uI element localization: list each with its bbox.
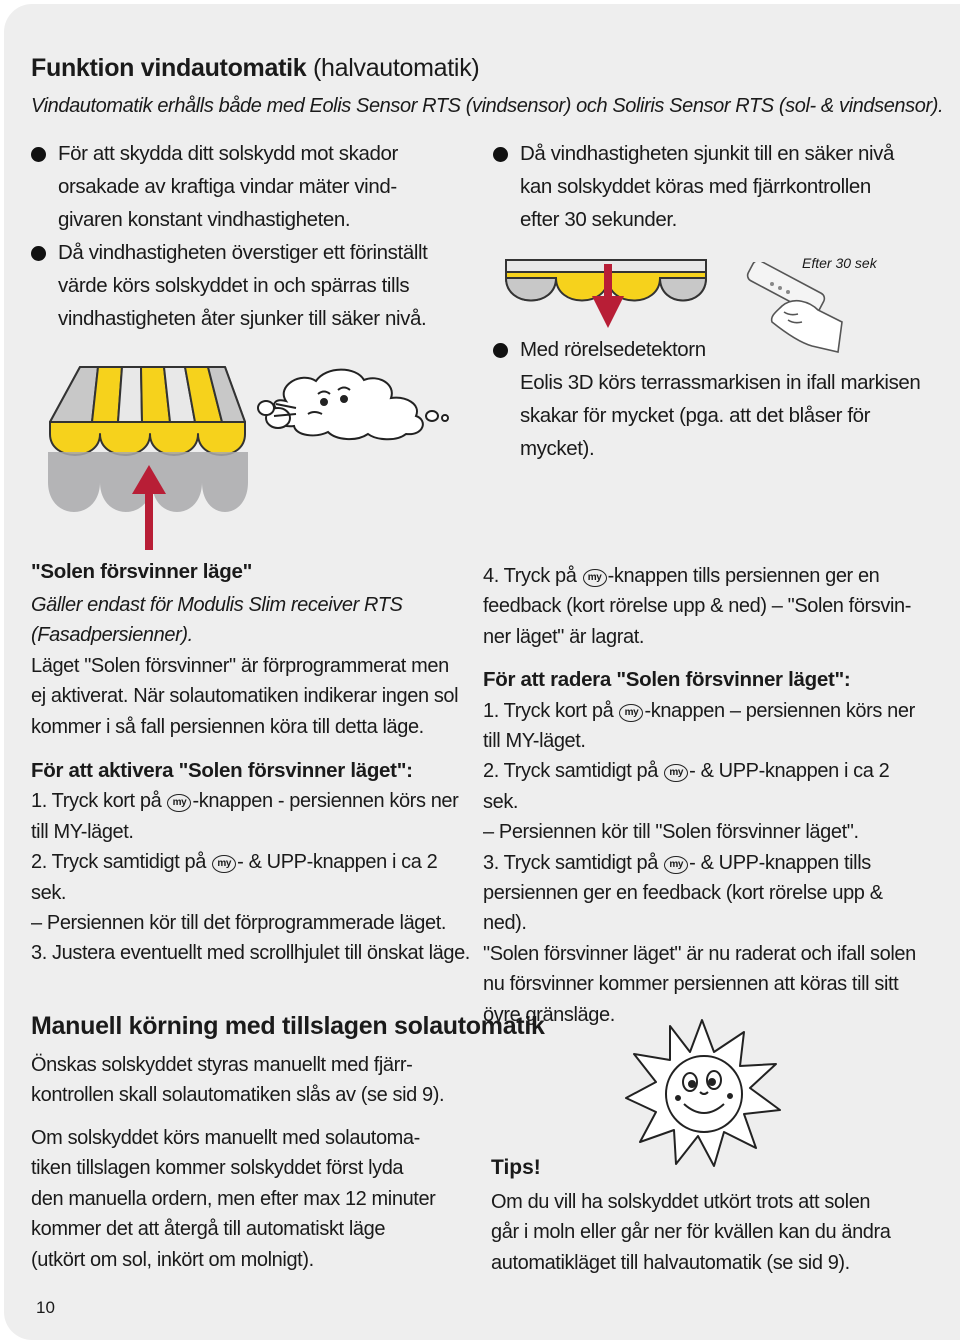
tips-line: går i moln eller går ner för kvällen kan du ändra xyxy=(491,1221,891,1244)
awning-lowering-illustration xyxy=(500,256,720,336)
text-line: övre gränsläge. xyxy=(483,1003,615,1026)
text-line: 2. Tryck samtidigt på my - & UPP-knappen i ca 2 sek. xyxy=(483,760,890,813)
manual-line: Om solskyddet körs manuellt med solautoma- xyxy=(31,1127,420,1149)
manual-line: kontrollen skall solautomatiken slås av (se sid 9). xyxy=(31,1084,445,1107)
activate-heading: För att aktivera "Solen försvinner läget": xyxy=(31,759,413,783)
text-line: 3. Justera eventuellt med scrollhjulet till önskat läge. xyxy=(31,942,470,965)
text-line: persiennen ger en feedback (kort rörelse upp & ned). xyxy=(483,882,883,935)
manual-line: kommer det att återgå till automatiskt läge xyxy=(31,1218,386,1241)
my-button-icon: my xyxy=(583,569,607,587)
intro-line: Läget "Solen försvinner" är förprogrammerat men xyxy=(31,654,449,677)
tips-heading: Tips! xyxy=(491,1156,541,1179)
manual-line: tiken tillslagen kommer solskyddet först lyda xyxy=(31,1157,404,1180)
title-bold: Funktion vindautomatik xyxy=(31,54,307,82)
tips-text xyxy=(491,1187,931,1278)
my-button-icon: my xyxy=(167,794,191,812)
awning-retracting-illustration xyxy=(40,362,270,552)
manual-line: Önskas solskyddet styras manuellt med fjärr- xyxy=(31,1054,413,1076)
manual-para-1 xyxy=(31,1050,471,1111)
section2-left-text xyxy=(31,590,471,969)
remote-caption: Efter 30 sek xyxy=(802,255,877,271)
remote-hand-illustration xyxy=(742,262,852,357)
wind-bullets-right-1 xyxy=(493,137,933,236)
sun-face-illustration xyxy=(622,1018,782,1168)
text-line: till MY-läget. xyxy=(31,820,134,843)
my-button-icon: my xyxy=(664,856,688,874)
text-line: 1. Tryck kort på my -knappen – persiennen körs ner xyxy=(483,699,915,722)
italic-note: Gäller endast för Modulis Slim receiver RTS xyxy=(31,594,403,616)
text-line: 2. Tryck samtidigt på my - & UPP-knappen i ca 2 sek. xyxy=(31,851,438,904)
manual-line: (utkört om sol, inkört om molnigt). xyxy=(31,1248,314,1271)
my-button-icon: my xyxy=(664,764,688,782)
text-line: ner läget" är lagrat. xyxy=(483,625,645,648)
manual-para-2 xyxy=(31,1123,471,1275)
bullet-item: Då vindhastigheten överstiger ett förinställt värde körs solskyddet in och spärras tills vindhastigheten åter sjunker till säker nivå. xyxy=(31,236,471,335)
section-title-sun-disappears: "Solen försvinner läge" xyxy=(31,560,253,583)
tips-line: Om du vill ha solskyddet utkört trots att solen xyxy=(491,1191,871,1213)
italic-note: (Fasadpersienner). xyxy=(31,624,193,647)
text-line: till MY-läget. xyxy=(483,730,586,753)
page-number: 10 xyxy=(36,1298,55,1317)
section2-right-text xyxy=(483,561,923,1030)
text-line: 4. Tryck på my -knappen tills persiennen ger en xyxy=(483,565,880,587)
bullet-item: För att skydda ditt solskydd mot skador orsakade av kraftiga vindar mäter vind- givaren konstant vindhastigheten. xyxy=(31,137,471,236)
wind-cloud-illustration xyxy=(256,366,456,444)
text-line: "Solen försvinner läget" är nu raderat och ifall solen xyxy=(483,942,916,965)
delete-heading: För att radera "Solen försvinner läget": xyxy=(483,668,851,692)
wind-bullets-right-2 xyxy=(493,333,933,465)
intro-line: kommer i så fall persiennen köra till detta läge. xyxy=(31,715,424,738)
text-line: 3. Tryck samtidigt på my - & UPP-knappen tills xyxy=(483,851,871,874)
intro-line: ej aktiverat. När solautomatiken indikerar ingen sol xyxy=(31,685,459,708)
bullet-item: Då vindhastigheten sjunkit till en säker nivå kan solskyddet köras med fjärrkontrollen efter 30 sekunder. xyxy=(493,137,933,236)
section-title-manual: Manuell körning med tillslagen solautomatik xyxy=(31,1012,545,1040)
section-subtitle-wind: Vindautomatik erhålls både med Eolis Sensor RTS (vindsensor) och Soliris Sensor RTS (sol- & vindsensor). xyxy=(31,95,944,117)
section-title-wind xyxy=(31,54,479,83)
manual-line: den manuella ordern, men efter max 12 minuter xyxy=(31,1187,436,1210)
text-line: nu försvinner kommer persiennen att köras till sitt xyxy=(483,973,899,996)
text-line: 1. Tryck kort på my -knappen - persiennen körs ner xyxy=(31,790,459,813)
text-line: – Persiennen kör till det förprogrammerade läget. xyxy=(31,912,447,935)
my-button-icon: my xyxy=(212,855,236,873)
text-line: – Persiennen kör till "Solen försvinner läget". xyxy=(483,821,859,844)
bullet-item: Med rörelsedetektorn Eolis 3D körs terrassmarkisen in ifall markisen skakar för mycket (pga. att det blåser för mycket). xyxy=(493,333,933,465)
tips-line: automatikläget till halvautomatik (se sid 9). xyxy=(491,1251,850,1274)
title-light: (halvautomatik) xyxy=(313,54,480,82)
my-button-icon: my xyxy=(619,704,643,722)
wind-bullets-left xyxy=(31,137,471,335)
text-line: feedback (kort rörelse upp & ned) – "Solen försvin- xyxy=(483,595,912,618)
